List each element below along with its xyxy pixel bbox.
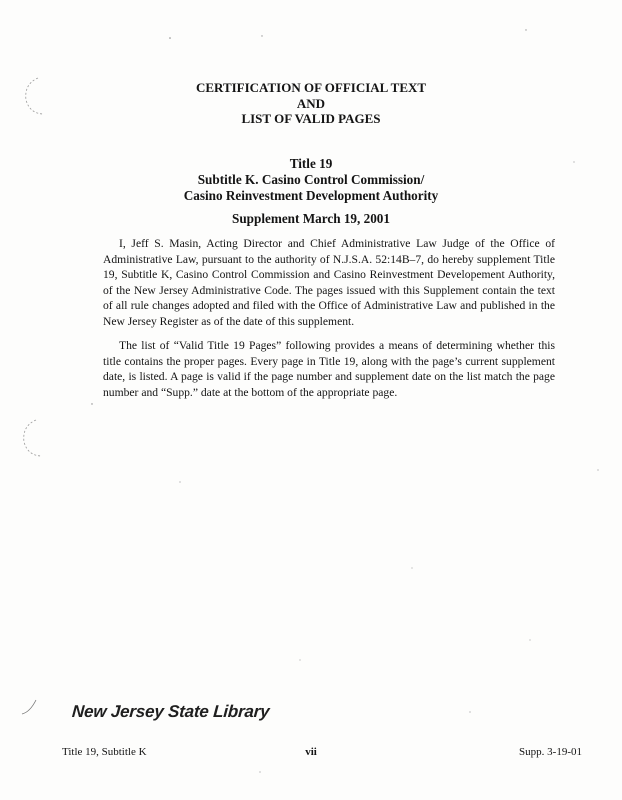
library-stamp: New Jersey State Library xyxy=(71,702,271,721)
certification-line-1: CERTIFICATION OF OFFICIAL TEXT xyxy=(195,80,427,95)
certification-line-2: AND xyxy=(296,95,326,111)
title-heading xyxy=(0,156,622,204)
title-line-2: Subtitle K. Casino Control Commission/ xyxy=(197,172,425,187)
title-line-3: Casino Reinvestment Development Authority xyxy=(183,188,439,203)
footer-title: Title 19, Subtitle K xyxy=(62,746,147,758)
certification-heading xyxy=(0,80,622,127)
title-line-1: Title 19 xyxy=(289,156,333,171)
footer-supplement: Supp. 3-19-01 xyxy=(519,746,582,758)
certification-paragraph: I, Jeff S. Masin, Acting Director and Chief Administrative Law Judge of the Office of Administrative Law, pursuant to the authority of N.J.S.A. 52:14B–7, do hereby supplement Title 19, Subtitle K, Casino Control Commission and Casino Reinvestment Developement Authority, of the New Jersey Administrative Code. The pages issued with this Supplement contain the text of all rule changes adopted and filed with the Office of Administrative Law and published in the New Jersey Register as of the date of this supplement. xyxy=(103,237,555,328)
certification-line-3: LIST OF VALID PAGES xyxy=(241,111,381,126)
valid-pages-paragraph: The list of “Valid Title 19 Pages” following provides a means of determining whether this title contains the proper pages. Every page in Title 19, along with the page’s current supplement date, is listed. A page is valid if the page number and supplement date on the list match the page number and “Supp.” date at the bottom of the appropriate page. xyxy=(103,339,555,399)
supplement-date-heading: Supplement March 19, 2001 xyxy=(231,211,390,226)
footer-page-number: vii xyxy=(305,746,317,758)
